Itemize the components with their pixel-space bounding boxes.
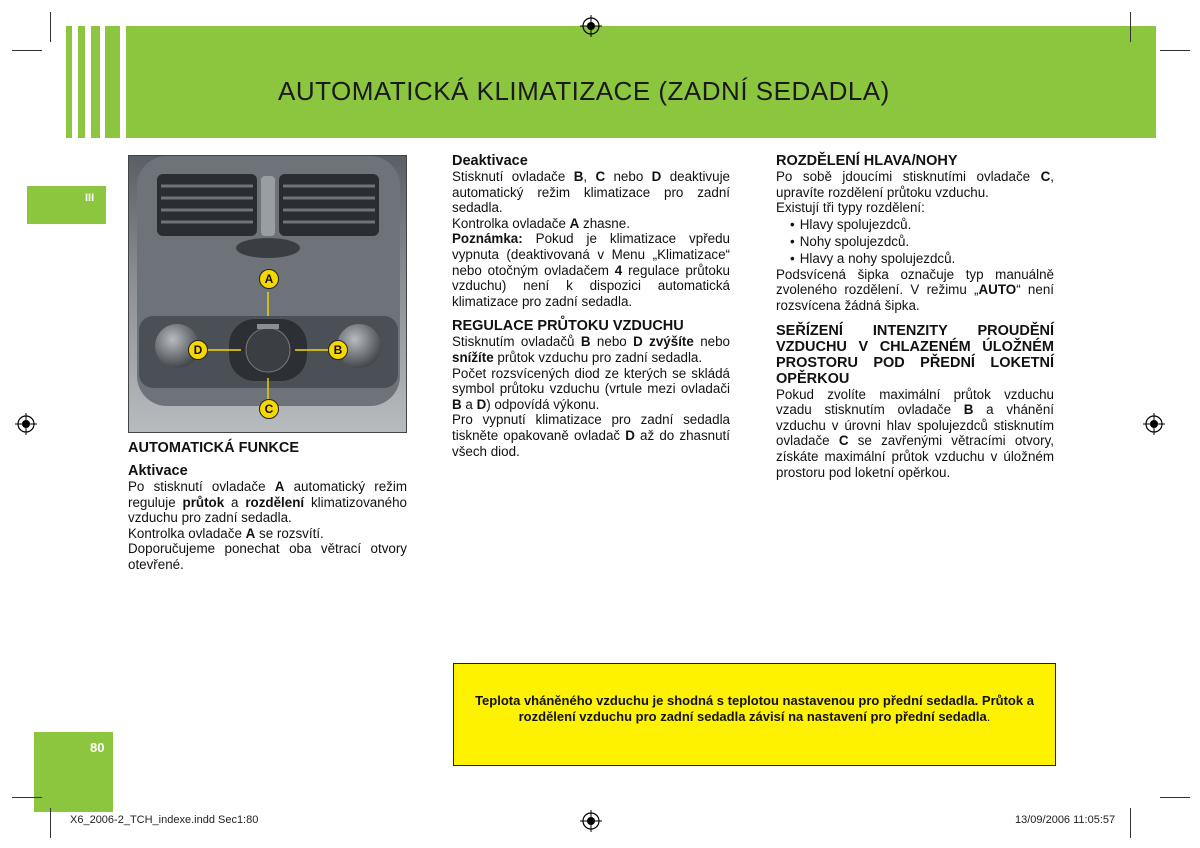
crop-mark (50, 12, 51, 42)
paragraph: Stisknutí ovladače B, C nebo D deaktivuje automatický režim klimatizace pro zadní sedadla. (452, 169, 730, 216)
heading-automatic-function: AUTOMATICKÁ FUNKCE (128, 440, 300, 456)
registration-mark-icon (580, 15, 602, 37)
section-tab-label: III (85, 192, 95, 204)
paragraph: Kontrolka ovladače A se rozsvítí. (128, 525, 324, 541)
callout-d: D (188, 340, 208, 360)
heading-airflow-regulation: REGULACE PRŮTOKU VZDUCHU (452, 318, 684, 335)
subheading-deactivation: Deaktivace (452, 153, 528, 169)
page-title: AUTOMATICKÁ KLIMATIZACE (ZADNÍ SEDADLA) (278, 76, 890, 106)
paragraph: Kontrolka ovladače A zhasne. (452, 215, 630, 231)
crop-mark (50, 808, 51, 838)
callout-a: A (259, 269, 279, 289)
crop-mark (1130, 808, 1131, 838)
crop-mark (12, 797, 42, 798)
header-stripe (78, 26, 85, 138)
list-item: • Nohy spolujezdců. (790, 233, 1054, 250)
crop-mark (1130, 12, 1131, 42)
page-number: 80 (90, 740, 105, 755)
paragraph: Pokud zvolíte maximální průtok vzduchu vzadu stisknutím ovladače B a vhánění vzduchu v úrovni hlav spolujezdců stisknutím ovladače C se zavřenými větracími otvory, získáte maximální průtok vzduchu v úložném prostoru pod loketní opěrkou. (776, 386, 1055, 480)
callout-b: B (328, 340, 348, 360)
column-3 (776, 153, 1054, 480)
section-tab (27, 186, 106, 224)
paragraph: Existují tři typy rozdělení: (776, 200, 925, 216)
paragraph: Podsvícená šipka označuje typ manuálně zvoleného rozdělení. V režimu „AUTO“ není rozsvícena žádná šipka. (776, 266, 1054, 313)
notice-text: Teplota vháněného vzduchu je shodná s teplotou nastavenou pro přední sedadla. Průtok a rozdělení vzduchu pro zadní sedadla závisí na nastavení pro přední sedadla (475, 693, 1034, 724)
paragraph: Poznámka: Pokud je klimatizace vpředu vypnuta (deaktivovaná v Menu „Klimatizace“ nebo otočným ovladačem 4 regulace průtoku vzduchu) není k dispozici automatická klimatizace pro zadní sedadla. (452, 231, 730, 309)
paragraph: Doporučujeme ponechat oba větrací otvory otevřené. (128, 541, 407, 572)
climate-panel-illustration (129, 156, 407, 433)
paragraph: Počet rozsvícených diod ze kterých se skládá symbol průtoku vzduchu (vrtule mezi ovladači B a D) odpovídá výkonu. (452, 365, 730, 412)
paragraph: Po sobě jdoucími stisknutími ovladače C, upravíte rozdělení průtoku vzduchu. (776, 169, 1054, 200)
registration-mark-icon (1143, 413, 1165, 435)
page-number-block (34, 732, 113, 812)
notice-box: Teplota vháněného vzduchu je shodná s teplotou nastavenou pro přední sedadla. Průtok a rozdělení vzduchu pro zadní sedadla závisí na nastavení pro přední sedadla. (453, 663, 1056, 766)
subheading-activation: Aktivace (128, 463, 188, 479)
header-stripe (66, 26, 72, 138)
heading-head-feet-distribution: ROZDĚLENÍ HLAVA/NOHY (776, 153, 958, 169)
callout-c: C (259, 399, 279, 419)
registration-mark-icon (15, 413, 37, 435)
distribution-list (790, 216, 1054, 267)
column-1 (128, 440, 407, 573)
paragraph: Pro vypnutí klimatizace pro zadní sedadla tiskněte opakovaně ovladač D až do zhasnutí všech diod. (452, 412, 730, 459)
paragraph: Stisknutím ovladačů B nebo D zvýšíte nebo snížíte průtok vzduchu pro zadní sedadla. (452, 334, 730, 365)
heading-cooled-storage-airflow: SEŘÍZENÍ INTENZITY PROUDĚNÍ VZDUCHU V CHLAZENÉM ÚLOŽNÉM PROSTORU POD PŘEDNÍ LOKETNÍ OPĚRKOU (776, 322, 1054, 387)
header-stripe (105, 26, 120, 138)
list-item: • Hlavy spolujezdců. (790, 216, 1054, 233)
registration-mark-icon (580, 810, 602, 832)
footer-file-info: X6_2006-2_TCH_indexe.indd Sec1:80 (70, 814, 259, 826)
paragraph: Po stisknutí ovladače A automatický režim reguluje průtok a rozdělení klimatizovaného vzduchu pro zadní sedadla. (128, 479, 407, 526)
crop-mark (12, 50, 42, 51)
crop-mark (1160, 50, 1190, 51)
header-stripe (91, 26, 100, 138)
climate-panel-photo (128, 155, 407, 433)
column-2 (452, 153, 730, 459)
footer-timestamp: 13/09/2006 11:05:57 (1015, 814, 1116, 826)
list-item: • Hlavy a nohy spolujezdců. (790, 250, 1054, 267)
crop-mark (1160, 797, 1190, 798)
